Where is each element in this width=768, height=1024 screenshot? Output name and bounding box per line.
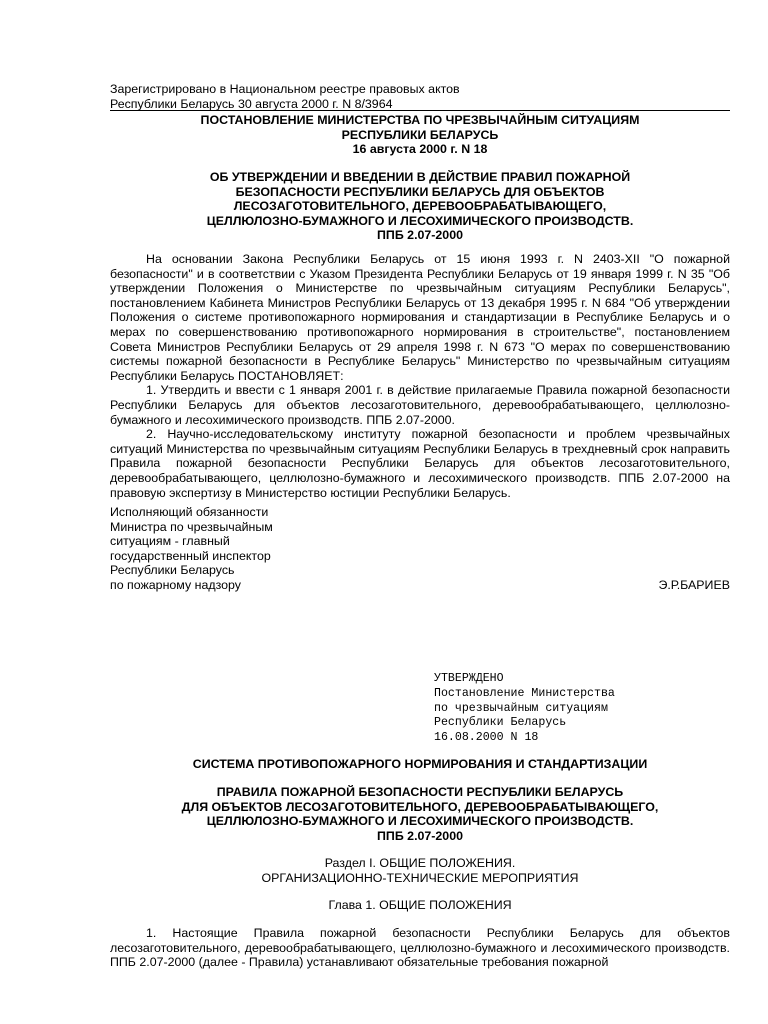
rules-title-line: ПРАВИЛА ПОЖАРНОЙ БЕЗОПАСНОСТИ РЕСПУБЛИКИ БЕЛАРУСЬ bbox=[216, 785, 624, 799]
approval-stamp bbox=[434, 672, 734, 746]
rules-title-line: ЦЕЛЛЮЛОЗНО-БУМАЖНОГО И ЛЕСОХИМИЧЕСКОГО ПРОИЗВОДСТВ. bbox=[206, 814, 634, 828]
registration-line: Республики Беларусь 30 августа 2000 г. N 8/3964 bbox=[110, 96, 393, 111]
decree-header bbox=[110, 113, 730, 157]
signatory-name: Э.Р.БАРИЕВ bbox=[658, 577, 730, 592]
section-line: ОРГАНИЗАЦИОННО-ТЕХНИЧЕСКИЕ МЕРОПРИЯТИЯ bbox=[261, 870, 579, 885]
signatory-position bbox=[110, 505, 730, 593]
position-line: ситуациям - главный bbox=[110, 534, 230, 549]
title-line: БЕЗОПАСНОСТИ РЕСПУБЛИКИ БЕЛАРУСЬ ДЛЯ ОБЪЕКТОВ bbox=[235, 184, 605, 199]
header-line: РЕСПУБЛИКИ БЕЛАРУСЬ bbox=[341, 127, 499, 142]
decree-title bbox=[110, 170, 730, 243]
position-line: Исполняющий обязанности bbox=[110, 505, 269, 519]
approval-line: УТВЕРЖДЕНО bbox=[434, 672, 504, 685]
position-line: по пожарному надзору bbox=[110, 577, 241, 592]
body-paragraph: На основании Закона Республики Беларусь от 15 июня 1993 г. N 2403-XII "О пожарной безопасности" и в соответствии с Указом Президента Республики Беларусь от 19 января 1999 г. N 35 "Об утверждении Положения о Министерстве по чрезвычайным ситуациям Республики Беларусь", постановлением Кабинета Министров Республики Беларусь от 13 декабря 1995 г. N 684 "Об утверждении Положения о системе противопожарного нормирования и стандартизации в Республике Беларусь и о мерах по совершенствованию противопожарного нормирования в строительстве", постановлением Совета Министров Республики Беларусь от 29 апреля 1998 г. N 673 "О мерах по совершенствованию системы пожарной безопасности в Республике Беларусь" Министерство по чрезвычайным ситуациям Республики Беларусь ПОСТАНОВЛЯЕТ: bbox=[110, 252, 730, 383]
decree-body bbox=[110, 252, 730, 500]
position-line: государственный инспектор bbox=[110, 548, 271, 563]
approval-line: Республики Беларусь bbox=[434, 716, 567, 730]
body-paragraph: 2. Научно-исследовательскому институту пожарной безопасности и проблем чрезвычайных ситуаций Министерства по чрезвычайным ситуациям Республики Беларусь в трехдневный срок направить Правила пожарной безопасности Республики Беларусь для объектов лесозаготовительного, деревообрабатывающего, целлюлозно-бумажного и лесохимического производств. ППБ 2.07-2000 на правовую экспертизу в Министерство юстиции Республики Беларусь. bbox=[110, 427, 730, 500]
clause-paragraph: 1. Настоящие Правила пожарной безопасности Республики Беларусь для объектов лесозаготовительного, деревообрабатывающего, целлюлозно-бумажного и лесохимического производств. ППБ 2.07-2000 (далее - Правила) устанавливают обязательные требования пожарной bbox=[110, 926, 730, 970]
section-line: Раздел I. ОБЩИЕ ПОЛОЖЕНИЯ. bbox=[324, 856, 516, 870]
title-line: ОБ УТВЕРЖДЕНИИ И ВВЕДЕНИИ В ДЕЙСТВИЕ ПРАВИЛ ПОЖАРНОЙ bbox=[209, 170, 631, 184]
section-heading bbox=[110, 856, 730, 885]
registration-line: Зарегистрировано в Национальном реестре правовых актов bbox=[110, 82, 460, 96]
header-divider bbox=[110, 110, 730, 111]
title-line: ЛЕСОЗАГОТОВИТЕЛЬНОГО, ДЕРЕВООБРАБАТЫВАЮЩЕГО, bbox=[233, 199, 607, 214]
header-line: ПОСТАНОВЛЕНИЕ МИНИСТЕРСТВА ПО ЧРЕЗВЫЧАЙНЫМ СИТУАЦИЯМ bbox=[200, 113, 640, 127]
position-line: Министра по чрезвычайным bbox=[110, 519, 273, 534]
approval-line: 16.08.2000 N 18 bbox=[434, 731, 539, 745]
approval-line: Постановление Министерства bbox=[434, 686, 615, 700]
body-paragraph: 1. Утвердить и ввести с 1 января 2001 г. в действие прилагаемые Правила пожарной безопасности Республики Беларусь для объектов лесозаготовительного, деревообрабатывающего, целлюлозно-бумажного и лесохимического производств. ППБ 2.07-2000. bbox=[110, 383, 730, 427]
title-line: ППБ 2.07-2000 bbox=[377, 228, 463, 243]
registration-note bbox=[110, 82, 730, 111]
header-line: 16 августа 2000 г. N 18 bbox=[352, 142, 488, 156]
rules-title-line: ППБ 2.07-2000 bbox=[377, 828, 463, 843]
position-line: Республики Беларусь bbox=[110, 563, 235, 578]
chapter-heading: Глава 1. ОБЩИЕ ПОЛОЖЕНИЯ bbox=[328, 898, 512, 912]
rules-title-line: ДЛЯ ОБЪЕКТОВ ЛЕСОЗАГОТОВИТЕЛЬНОГО, ДЕРЕВООБРАБАТЫВАЮЩЕГО, bbox=[181, 799, 659, 814]
system-title: СИСТЕМА ПРОТИВОПОЖАРНОГО НОРМИРОВАНИЯ И СТАНДАРТИЗАЦИИ bbox=[192, 757, 648, 771]
clause-1 bbox=[110, 926, 730, 970]
approval-line: по чрезвычайным ситуациям bbox=[434, 701, 608, 715]
rules-title bbox=[110, 785, 730, 843]
signature-block bbox=[110, 505, 730, 593]
title-line: ЦЕЛЛЮЛОЗНО-БУМАЖНОГО И ЛЕСОХИМИЧЕСКОГО ПРОИЗВОДСТВ. bbox=[206, 213, 634, 228]
